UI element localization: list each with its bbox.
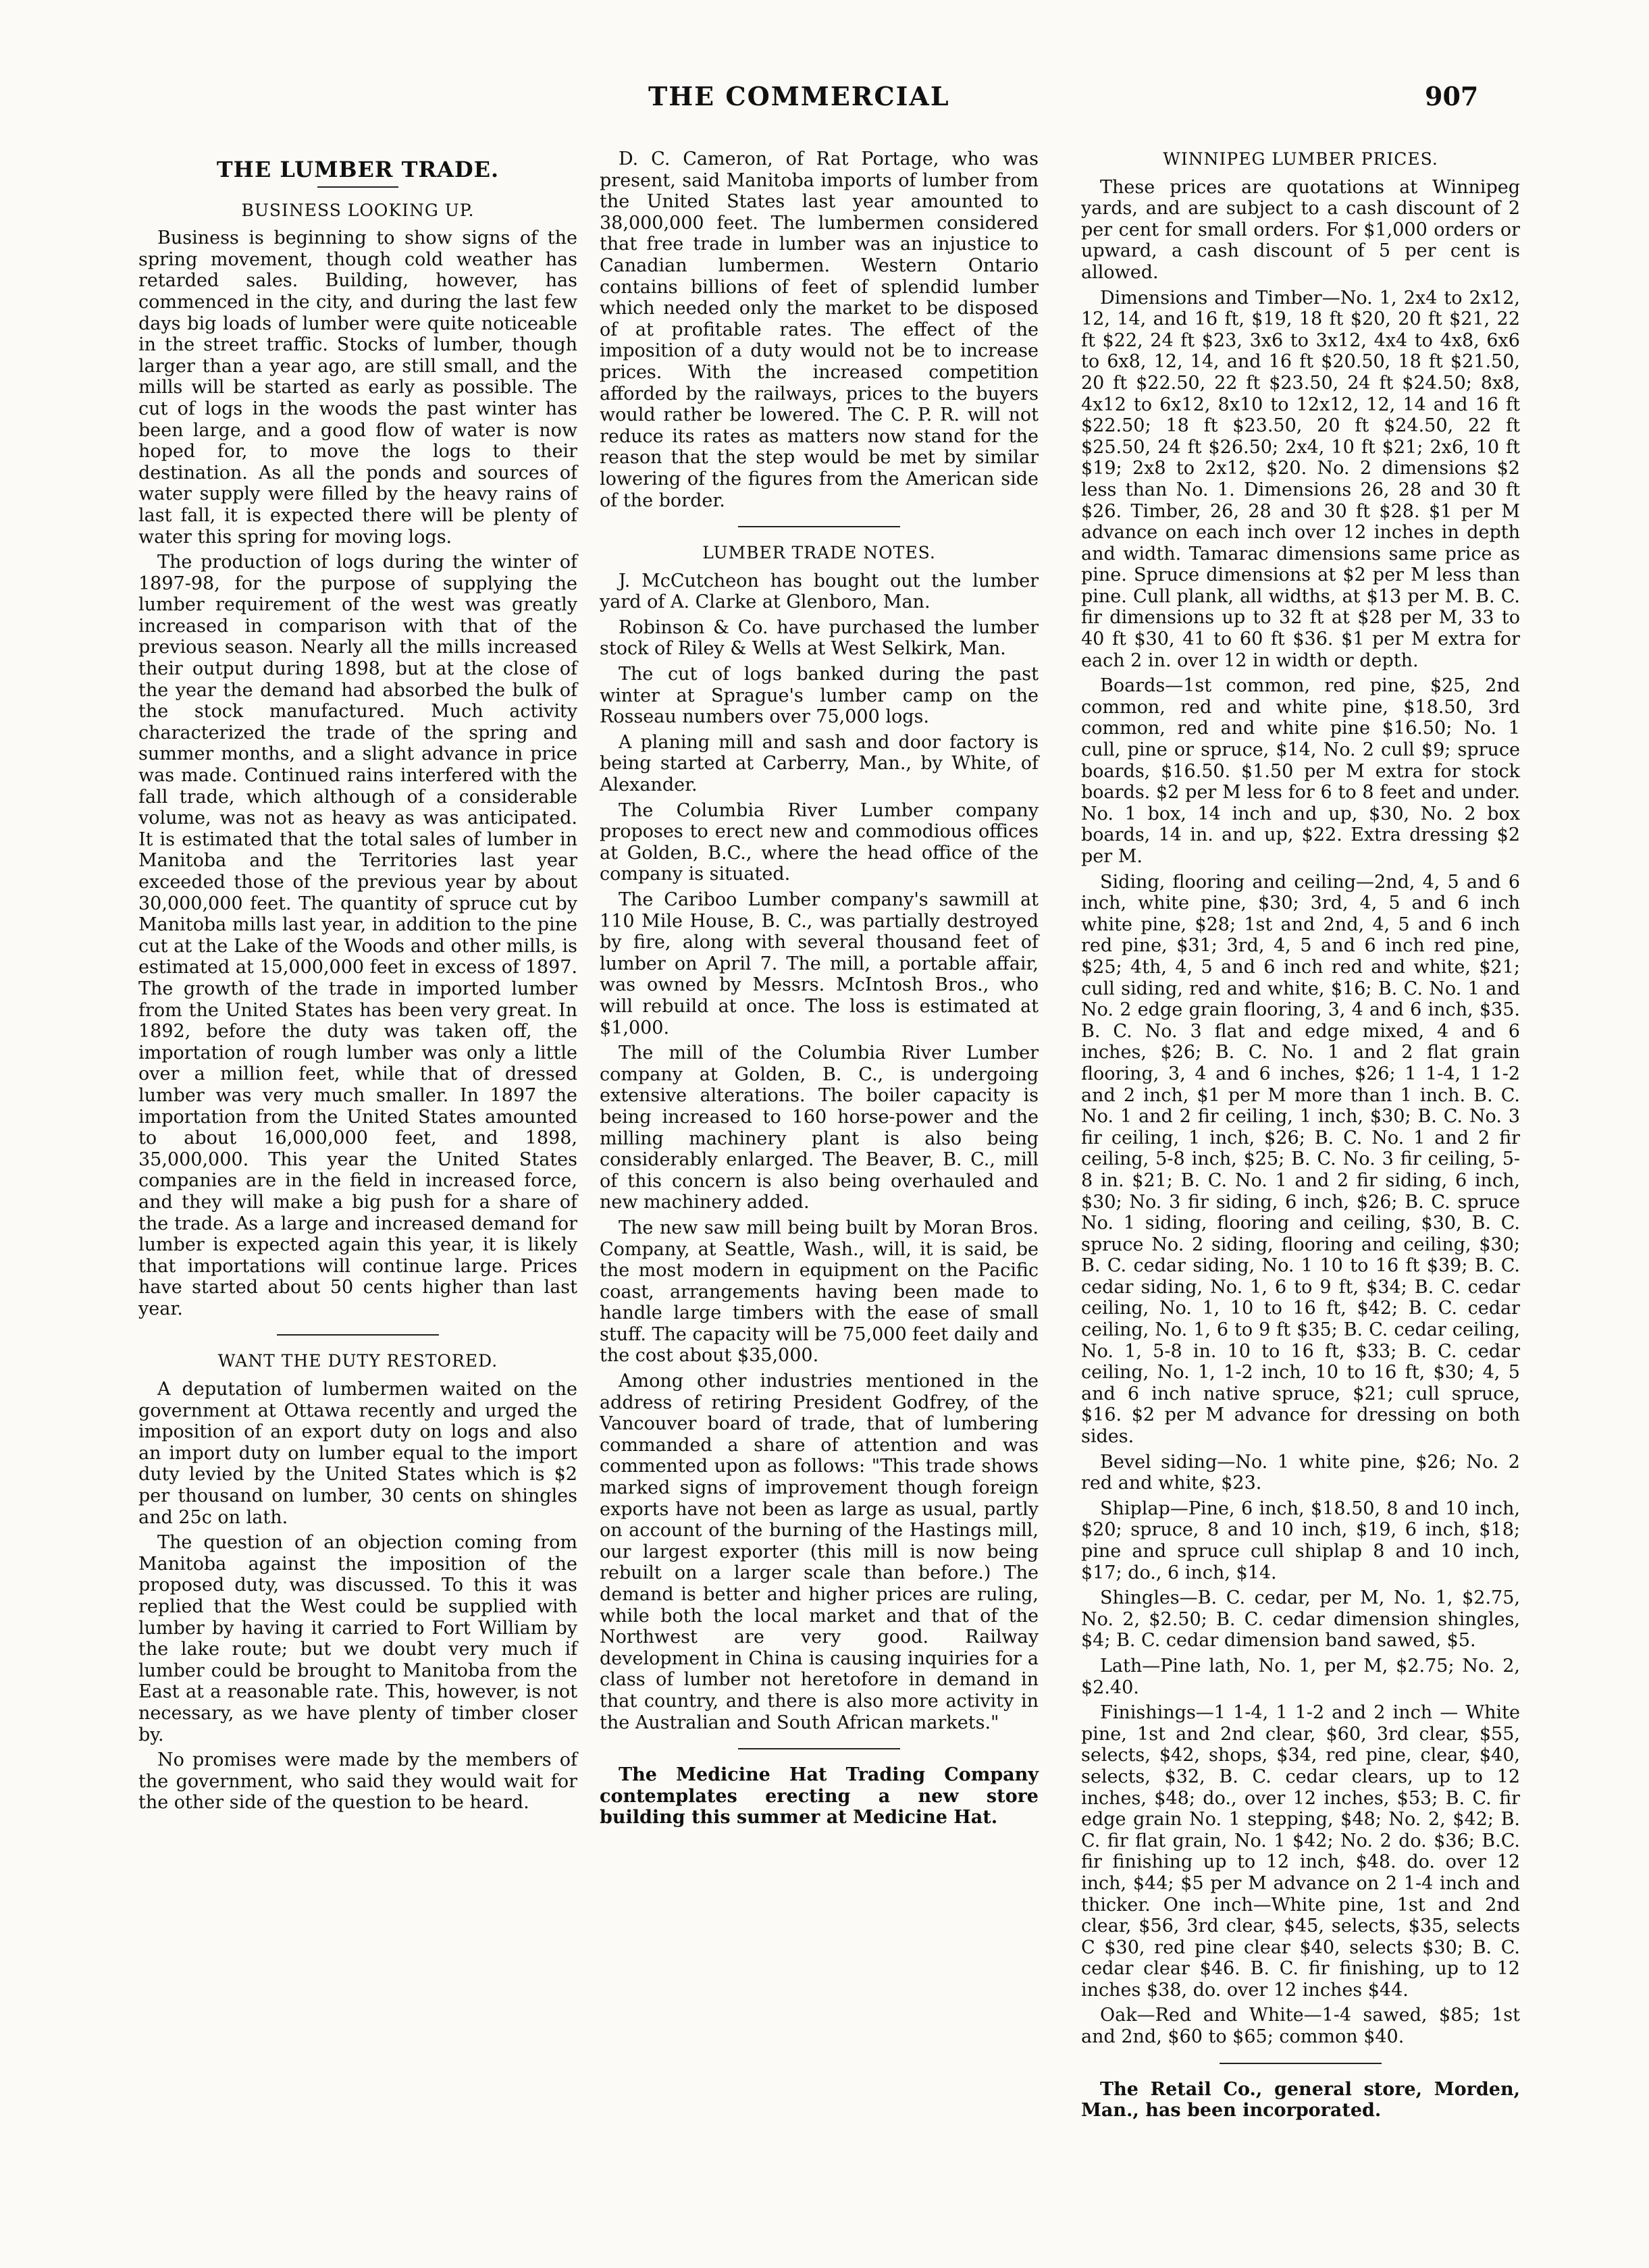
publication-title: THE COMMERCIAL bbox=[648, 81, 950, 111]
price-list-dimensions: Dimensions and Timber—No. 1, 2x4 to 2x12, 12, 14, and 16 ft, $19, 18 ft $20, 20 ft $21, 22 ft $22, 24 ft $23, 3x6 to 3x12, 4x4 to 4x8, 6x6 to 6x8, 12, 14, and 16 ft $20.50, 18 ft $21.50, 20 ft $22.50, 22 ft $23.50, 24 ft $24.50; 8x8, 4x12 to 6x12, 8x10 to 12x12, 12, 14 and 16 ft $22.50; 18 ft $23.50, 20 ft $24.50, 22 ft $25.50, 24 ft $26.50; 2x4, 10 ft $21; 2x6, 10 ft $19; 2x8 to 2x12, $20. No. 2 dimensions $2 less than No. 1. Dimensions 26, 28 and 30 ft $26. Timber, 26, 28 and 30 ft $28. $1 per M advance on each inch over 12 inches in depth and width. Tamarac dimensions same price as pine. Spruce dimensions at $2 per M less than pine. Cull plank, all widths, at $13 per M. B. C. fir dimensions up to 32 ft at $28 per M, 33 to 40 ft $30, 41 to 60 ft $36. $1 per M extra for each 2 in. over 12 in width or depth. bbox=[1081, 287, 1520, 671]
price-list-shiplap: Shiplap—Pine, 6 inch, $18.50, 8 and 10 inch, $20; spruce, 8 and 10 inch, $19, 6 inch, $18; pine and spruce cull shiplap 8 and 10 inch, $17; do., 6 inch, $14. bbox=[1081, 1498, 1520, 1583]
column-1 bbox=[138, 149, 577, 1818]
news-item: The mill of the Columbia River Lumber company at Golden, B. C., is undergoing extensive alterations. The boiler capacity is being increased to 160 horse-power and the milling machinery plant is also being considerably enlarged. The Beaver, B. C., mill of this concern is also being overhauled and new machinery added. bbox=[600, 1043, 1039, 1213]
news-item: The new saw mill being built by Moran Bros. Company, at Seattle, Wash., will, it is said, be the most modern in equipment on the Pacific coast, arrangements having been made to handle large timbers with the ease of small stuff. The capacity will be 75,000 feet daily and the cost about $35,000. bbox=[600, 1217, 1039, 1367]
heading-rule bbox=[317, 186, 398, 188]
article-heading-winnipeg-prices: WINNIPEG LUMBER PRICES. bbox=[1163, 149, 1438, 169]
paragraph: These prices are quotations at Winnipeg yards, and are subject to a cash discount of 2 per cent for small orders. For $1,000 orders or upward, a cash discount of 5 per cent is allowed. bbox=[1081, 176, 1520, 283]
running-head bbox=[0, 81, 1649, 122]
column-2 bbox=[600, 149, 1039, 1832]
price-list-finishings: Finishings—1 1-4, 1 1-2 and 2 inch — White pine, 1st and 2nd clear, $60, 3rd clear, $55, selects, $42, shops, $34, red pine, clear, $40, selects, $32, B. C. cedar clears, up to 12 inches, $48; do., over 12 inches, $53; B. C. fir edge grain No. 1 stepping, $48; No. 2, $42; B. C. fir flat grain, No. 1 $42; No. 2 do. $36; B.C. fir finishing up to 12 inch, $48. do. over 12 inch, $44; $5 per M advance on 2 1-4 inch and thicker. One inch—White pine, 1st and 2nd clear, $56, 3rd clear, $45, selects, $35, selects C $30, red pine clear $40, selects $30; B. C. cedar clear $46. B. C. fir finishing, up to 12 inches $38, do. over 12 inches $44. bbox=[1081, 1702, 1520, 2001]
section-rule bbox=[1220, 2063, 1382, 2064]
article-heading-lumber-trade: THE LUMBER TRADE. bbox=[216, 157, 500, 182]
price-list-boards: Boards—1st common, red pine, $25, 2nd common, red and white pine, $18.50, 3rd common, red and white pine $16.50; No. 1 cull, pine or spruce, $14, No. 2 cull $9; spruce boards, $16.50. $1.50 per M extra for stock boards. $2 per M less for 6 to 8 feet and under. No. 1 box, 14 inch and up, $30, No. 2 box boards, 14 in. and up, $22. Extra dressing $2 per M. bbox=[1081, 675, 1520, 867]
price-list-siding: Siding, flooring and ceiling—2nd, 4, 5 and 6 inch, white pine, $30; 3rd, 4, 5 and 6 inch white pine, $28; 1st and 2nd, 4, 5 and 6 inch red pine, $31; 3rd, 4, 5 and 6 inch red pine, $25; 4th, 4, 5 and 6 inch red and white, $21; cull siding, red and white, $16; B. C. No. 1 and No. 2 edge grain flooring, 3, 4 and 6 inch, $35. B. C. No. 3 flat and edge mixed, 4 and 6 inches, $26; B. C. No. 1 and 2 flat grain flooring, 3, 4 and 6 inches, $26; 1 1-4, 1 1-2 and 2 inch, $1 per M more than 1 inch. B. C. No. 1 and 2 fir ceiling, 1 inch, $30; B. C. No. 3 fir ceiling, 1 inch, $26; B. C. No. 1 and 2 fir ceiling, 5-8 inch, $25; B. C. No. 3 fir ceiling, 5-8 in. $21; B. C. No. 1 and 2 fir siding, 6 inch, $30; No. 3 fir siding, 6 inch, $26; B. C. spruce No. 1 siding, flooring and ceiling, $30, B. C. spruce No. 2 siding, flooring and ceiling, $30; B. C. cedar siding, No. 1 10 to 16 ft $39; B. C. cedar siding, No. 1, 6 to 9 ft, $34; B. C. cedar ceiling, No. 1, 10 to 16 ft, $42; B. C. cedar ceiling, No. 1, 6 to 9 ft $35; B. C. cedar ceiling, No. 1, 5-8 in. 10 to 16 ft, $33; B. C. cedar ceiling, No. 1, 1-2 inch, 10 to 16 ft, $30; 4, 5 and 6 inch native spruce, $21; cull spruce, $16. $2 per M advance for dressing on both sides. bbox=[1081, 871, 1520, 1448]
price-list-lath: Lath—Pine lath, No. 1, per M, $2.75; No. 2, $2.40. bbox=[1081, 1655, 1520, 1698]
paragraph: The question of an objection coming from Manitoba against the imposition of the proposed duty, was discussed. To this it was replied that the West could be supplied with lumber by having it carried to Fort William by the lake route; but we doubt very much if lumber could be brought to Manitoba from the East at a reasonable rate. This, however, is not necessary, as we have plenty of timber closer by. bbox=[138, 1532, 577, 1745]
section-rule bbox=[277, 1334, 439, 1336]
section-rule bbox=[738, 526, 900, 527]
news-item: Robinson & Co. have purchased the lumber stock of Riley & Wells at West Selkirk, Man. bbox=[600, 616, 1039, 660]
page-number: 907 bbox=[1425, 81, 1479, 111]
column-3 bbox=[1081, 149, 1520, 2126]
section-rule bbox=[738, 1748, 900, 1749]
news-item: The Retail Co., general store, Morden, Man., has been incorporated. bbox=[1081, 2078, 1520, 2121]
paragraph: A deputation of lumbermen waited on the government at Ottawa recently and urged the imposition of an export duty on logs and also an import duty on lumber equal to the import duty levied by the United States which is $2 per thousand on lumber, 30 cents on shingles and 25c on lath. bbox=[138, 1379, 577, 1528]
news-item: Among other industries mentioned in the address of retiring President Godfrey, of the Vancouver board of trade, that of lumbering commanded a share of attention and was commented upon as follows: "This trade shows marked signs of improvement though foreign exports have not been as large as usual, partly on account of the burning of the Hastings mill, our largest exporter (this mill is now being rebuilt on a larger scale than before.) The demand is better and higher prices are ruling, while both the local market and that of the Northwest are very good. Railway development in China is causing inquiries for a class of lumber not heretofore in demand in that country, and there is also more activity in the Australian and South African markets." bbox=[600, 1371, 1039, 1733]
price-list-shingles: Shingles—B. C. cedar, per M, No. 1, $2.75, No. 2, $2.50; B. C. cedar dimension shingles, $4; B. C. cedar dimension band sawed, $5. bbox=[1081, 1587, 1520, 1652]
price-list-bevel: Bevel siding—No. 1 white pine, $26; No. 2 red and white, $23. bbox=[1081, 1451, 1520, 1494]
paragraph: No promises were made by the members of the government, who said they would wait for the other side of the question to be heard. bbox=[138, 1749, 577, 1814]
news-item: The cut of logs banked during the past winter at Sprague's lumber camp on the Rosseau numbers over 75,000 logs. bbox=[600, 664, 1039, 728]
paragraph: D. C. Cameron, of Rat Portage, who was present, said Manitoba imports of lumber from the United States last year amounted to 38,000,000 feet. The lumbermen considered that free trade in lumber was an injustice to Canadian lumbermen. Western Ontario contains billions of feet of splendid lumber which needed only the market to be disposed of at profitable rates. The effect of the imposition of a duty would not be to increase prices. With the increased competition afforded by the railways, prices to the buyers would rather be lowered. The C. P. R. will not reduce its rates as matters now stand for the reason that the step would be met by similar lowering of the figures from the American side of the border. bbox=[600, 149, 1039, 511]
news-item: The Medicine Hat Trading Company contemplates erecting a new store building this summer at Medicine Hat. bbox=[600, 1764, 1039, 1828]
news-item: A planing mill and sash and door factory is being started at Carberry, Man., by White, of Alexander. bbox=[600, 731, 1039, 796]
article-heading-duty-restored: WANT THE DUTY RESTORED. bbox=[217, 1351, 498, 1371]
article-heading-trade-notes: LUMBER TRADE NOTES. bbox=[702, 543, 936, 563]
news-item: The Cariboo Lumber company's sawmill at 110 Mile House, B. C., was partially destroyed by fire, along with several thousand feet of lumber on April 7. The mill, a portable affair, was owned by Messrs. McIntosh Bros., who will rebuild at once. The loss is estimated at $1,000. bbox=[600, 889, 1039, 1038]
news-item: The Columbia River Lumber company proposes to erect new and commodious offices at Golden, B.C., where the head office of the company is situated. bbox=[600, 799, 1039, 885]
price-list-oak: Oak—Red and White—1-4 sawed, $85; 1st and 2nd, $60 to $65; common $40. bbox=[1081, 2005, 1520, 2048]
paragraph: Business is beginning to show signs of the spring movement, though cold weather has retarded sales. Building, however, has commenced in the city, and during the last few days big loads of lumber were quite noticeable in the street traffic. Stocks of lumber, though larger than a year ago, are still small, and the mills will be started as early as possible. The cut of logs in the woods the past winter has been large, and a good flow of water is now hoped for, to move the logs to their destination. As all the ponds and sources of water supply were filled by the heavy rains of last fall, it is expected there will be plenty of water this spring for moving logs. bbox=[138, 228, 577, 548]
news-item: J. McCutcheon has bought out the lumber yard of A. Clarke at Glenboro, Man. bbox=[600, 570, 1039, 613]
article-subheading: BUSINESS LOOKING UP. bbox=[241, 200, 475, 220]
paragraph: The production of logs during the winter of 1897-98, for the purpose of supplying the lumber requirement of the west was greatly increased in comparison with that of the previous season. Nearly all the mills increased their output during 1898, but at the close of the year the demand had absorbed the bulk of the stock manufactured. Much activity characterized the trade of the spring and summer months, and a slight advance in price was made. Continued rains interfered with the fall trade, which although of a considerable volume, was not as heavy as was anticipated. It is estimated that the total sales of lumber in Manitoba and the Territories last year exceeded those of the previous year by about 30,000,000 feet. The quantity of spruce cut by Manitoba mills last year, in addition to the pine cut at the Lake of the Woods and other mills, is estimated at 15,000,000 feet in excess of 1897. The growth of the trade in imported lumber from the United States has been very great. In 1892, before the duty was taken off, the importation of rough lumber was only a little over a million feet, while that of dressed lumber was very much smaller. In 1897 the importation from the United States amounted to about 16,000,000 feet, and 1898, 35,000,000. This year the United States companies are in the field in increased force, and they will make a big push for a share of the trade. As a large and increased demand for lumber is expected again this year, it is likely that importations will continue large. Prices have started about 50 cents higher than last year. bbox=[138, 552, 577, 1319]
